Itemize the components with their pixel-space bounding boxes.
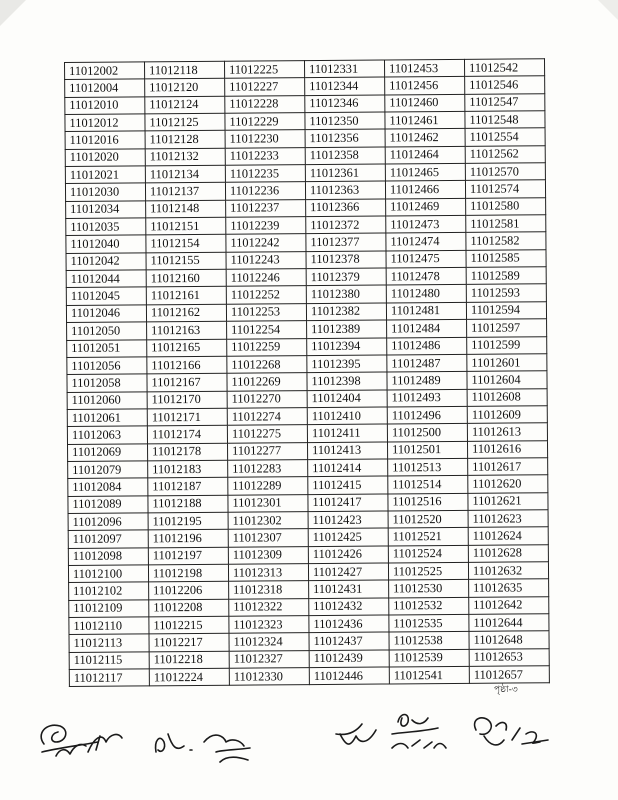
table-cell: 11012004 [65,79,145,97]
table-cell: 11012268 [227,355,307,373]
table-cell: 11012324 [229,633,309,651]
table-cell: 11012236 [225,182,305,200]
table-cell: 11012473 [386,215,466,233]
table-cell: 11012283 [228,460,308,478]
table-cell: 11012058 [67,374,147,392]
table-cell: 11012493 [387,389,467,407]
table-cell: 11012378 [306,251,386,269]
table-cell: 11012016 [65,131,145,149]
table-cell: 11012423 [308,511,388,529]
table-cell: 11012541 [389,666,469,684]
table-cell: 11012274 [227,407,307,425]
table-cell: 11012585 [466,250,546,268]
table-cell: 11012427 [308,563,388,581]
table-cell: 11012098 [68,547,148,565]
table-cell: 11012307 [228,529,308,547]
signature-2 [156,734,250,762]
table-cell: 11012045 [66,287,146,305]
table-cell: 11012109 [69,600,149,618]
table-cell: 11012254 [227,321,307,339]
table-cell: 11012530 [389,580,469,598]
table-cell: 11012030 [65,183,145,201]
table-cell: 11012414 [308,459,388,477]
table-cell: 11012513 [388,458,468,476]
table-cell: 11012501 [387,441,467,459]
table-cell: 11012235 [225,165,305,183]
table-cell: 11012521 [388,528,468,546]
table-cell: 11012546 [465,76,545,94]
table-cell: 11012253 [226,303,306,321]
table-cell: 11012539 [389,649,469,667]
table-cell: 11012524 [388,545,468,563]
table-cell: 11012224 [149,668,229,686]
table-cell: 11012520 [388,510,468,528]
table-cell: 11012174 [147,425,227,443]
table-cell: 11012289 [228,477,308,495]
table-cell: 11012034 [66,201,146,219]
table-cell: 11012161 [146,287,226,305]
table-cell: 11012464 [385,146,465,164]
table-cell: 11012599 [467,336,547,354]
table-cell: 11012623 [468,510,548,528]
table-cell: 11012148 [146,200,226,218]
table-cell: 11012163 [147,321,227,339]
table-cell: 11012608 [467,388,547,406]
table-cell: 11012617 [468,458,548,476]
table-cell: 11012132 [145,148,225,166]
table-cell: 11012379 [306,268,386,286]
table-cell: 11012097 [68,530,148,548]
table-cell: 11012415 [308,476,388,494]
table-cell: 11012621 [468,492,548,510]
table-cell: 11012243 [226,251,306,269]
table-cell: 11012395 [307,355,387,373]
table-row [69,666,549,687]
table-cell: 11012275 [227,425,307,443]
table-cell: 11012460 [385,94,465,112]
table-cell: 11012417 [308,494,388,512]
signature-5 [475,718,548,745]
table-cell: 11012239 [226,217,306,235]
table-cell: 11012582 [466,232,546,250]
table-cell: 11012461 [385,111,465,129]
table-cell: 11012196 [148,530,228,548]
table-cell: 11012061 [67,409,147,427]
table-cell: 11012327 [229,650,309,668]
table-cell: 11012124 [145,96,225,114]
table-cell: 11012330 [229,668,309,686]
table-cell: 11012313 [228,564,308,582]
table-cell: 11012593 [466,284,546,302]
id-list-sheet [64,58,550,687]
table-cell: 11012346 [305,95,385,113]
table-cell: 11012404 [307,390,387,408]
table-cell: 11012269 [227,373,307,391]
table-cell: 11012620 [468,475,548,493]
table-cell: 11012562 [465,145,545,163]
table-cell: 11012102 [69,582,149,600]
table-cell: 11012413 [307,442,387,460]
table-cell: 11012040 [66,235,146,253]
table-cell: 11012242 [226,234,306,252]
table-cell: 11012350 [305,112,385,130]
table-cell: 11012050 [67,322,147,340]
table-cell: 11012580 [466,197,546,215]
table-cell: 11012542 [464,59,544,77]
table-cell: 11012154 [146,235,226,253]
table-cell: 11012137 [145,183,225,201]
table-cell: 11012322 [229,598,309,616]
table-cell: 11012237 [226,199,306,217]
table-cell: 11012318 [229,581,309,599]
table-cell: 11012535 [389,614,469,632]
table-cell: 11012302 [228,512,308,530]
table-cell: 11012233 [225,147,305,165]
table-cell: 11012206 [149,582,229,600]
table-cell: 11012394 [307,337,387,355]
table-cell: 11012096 [68,513,148,531]
table-cell: 11012466 [385,181,465,199]
table-cell: 11012042 [66,253,146,271]
table-cell: 11012358 [305,147,385,165]
table-cell: 11012516 [388,493,468,511]
table-cell: 11012195 [148,512,228,530]
table-cell: 11012229 [225,113,305,131]
table-cell: 11012616 [467,440,547,458]
table-cell: 11012475 [386,250,466,268]
table-cell: 11012118 [145,61,225,79]
table-cell: 11012480 [386,285,466,303]
table-cell: 11012363 [305,181,385,199]
table-cell: 11012609 [467,406,547,424]
table-cell: 11012465 [385,163,465,181]
table-cell: 11012478 [386,267,466,285]
table-cell: 11012160 [146,269,226,287]
table-cell: 11012496 [387,406,467,424]
table-cell: 11012167 [147,373,227,391]
table-cell: 11012208 [149,599,229,617]
table-cell: 11012002 [65,62,145,80]
table-cell: 11012089 [68,495,148,513]
page-fold-corner [0,0,26,26]
table-cell: 11012432 [309,598,389,616]
table-cell: 11012051 [67,339,147,357]
table-cell: 11012079 [68,461,148,479]
table-cell: 11012134 [145,165,225,183]
table-cell: 11012581 [466,215,546,233]
table-cell: 11012021 [65,166,145,184]
table-cell: 11012225 [224,61,304,79]
table-cell: 11012642 [469,596,549,614]
table-cell: 11012484 [387,320,467,338]
table-cell: 11012644 [469,614,549,632]
table-cell: 11012453 [384,59,464,77]
table-cell: 11012069 [68,443,148,461]
table-cell: 11012635 [469,579,549,597]
table-cell: 11012178 [147,443,227,461]
table-cell: 11012554 [465,128,545,146]
table-cell: 11012469 [386,198,466,216]
table-cell: 11012462 [385,129,465,147]
table-cell: 11012060 [67,391,147,409]
table-cell: 11012113 [69,634,149,652]
table-cell: 11012411 [307,424,387,442]
table-cell: 11012228 [225,95,305,113]
table-cell: 11012514 [388,476,468,494]
table-cell: 11012410 [307,407,387,425]
table-cell: 11012589 [466,267,546,285]
table-cell: 11012431 [309,580,389,598]
table-cell: 11012628 [468,544,548,562]
table-cell: 11012110 [69,617,149,635]
table-cell: 11012165 [147,339,227,357]
table-cell: 11012187 [148,477,228,495]
table-cell: 11012425 [308,528,388,546]
table-cell: 11012653 [469,648,549,666]
table-cell: 11012309 [228,546,308,564]
table-cell: 11012380 [306,285,386,303]
table-cell: 11012446 [309,667,389,685]
table-cell: 11012010 [65,97,145,115]
table-cell: 11012197 [148,547,228,565]
table-cell: 11012439 [309,650,389,668]
table-cell: 11012604 [467,371,547,389]
table-cell: 11012481 [386,302,466,320]
page-number: পৃষ্ঠা-৩ [494,685,518,695]
table-cell: 11012601 [467,354,547,372]
signature-4 [392,715,446,749]
signature-3 [336,724,376,744]
table-cell: 11012056 [67,357,147,375]
table-cell: 11012613 [467,423,547,441]
table-cell: 11012657 [469,666,549,684]
table-cell: 11012377 [306,233,386,251]
table-cell: 11012361 [305,164,385,182]
id-number-table [64,58,550,687]
table-cell: 11012331 [304,60,384,78]
table-cell: 11012125 [145,113,225,131]
table-cell: 11012525 [388,562,468,580]
table-cell: 11012398 [307,372,387,390]
table-cell: 11012117 [69,669,149,687]
table-cell: 11012155 [146,252,226,270]
table-cell: 11012246 [226,269,306,287]
table-cell: 11012538 [389,632,469,650]
table-cell: 11012151 [146,217,226,235]
table-cell: 11012382 [306,303,386,321]
table-cell: 11012366 [306,199,386,217]
table-cell: 11012597 [467,319,547,337]
table-cell: 11012044 [66,270,146,288]
table-cell: 11012456 [385,77,465,95]
table-cell: 11012227 [225,78,305,96]
table-cell: 11012120 [145,79,225,97]
table-cell: 11012436 [309,615,389,633]
table-cell: 11012183 [148,460,228,478]
table-cell: 11012170 [147,391,227,409]
table-cell: 11012389 [307,320,387,338]
page-fold-corner-right [598,0,618,20]
table-cell: 11012020 [65,149,145,167]
table-cell: 11012035 [66,218,146,236]
table-cell: 11012437 [309,632,389,650]
table-cell: 11012489 [387,372,467,390]
table-cell: 11012270 [227,390,307,408]
table-cell: 11012171 [147,408,227,426]
table-cell: 11012486 [387,337,467,355]
table-cell: 11012426 [308,546,388,564]
table-cell: 11012188 [148,495,228,513]
table-cell: 11012063 [67,426,147,444]
table-cell: 11012570 [465,163,545,181]
signature-1 [41,725,122,756]
table-cell: 11012323 [229,616,309,634]
table-cell: 11012128 [145,131,225,149]
table-cell: 11012344 [305,77,385,95]
table-cell: 11012648 [469,631,549,649]
table-cell: 11012574 [465,180,545,198]
table-cell: 11012162 [146,304,226,322]
table-cell: 11012372 [306,216,386,234]
table-cell: 11012084 [68,478,148,496]
table-cell: 11012046 [66,305,146,323]
table-cell: 11012548 [465,111,545,129]
signatures-area [0,690,618,800]
table-cell: 11012487 [387,354,467,372]
table-cell: 11012218 [149,651,229,669]
table-cell: 11012547 [465,93,545,111]
table-cell: 11012217 [149,634,229,652]
table-cell: 11012230 [225,130,305,148]
table-cell: 11012632 [468,562,548,580]
table-cell: 11012198 [148,564,228,582]
table-cell: 11012474 [386,233,466,251]
table-cell: 11012259 [227,338,307,356]
table-cell: 11012100 [68,565,148,583]
id-number-table-body [65,59,550,687]
table-cell: 11012012 [65,114,145,132]
table-cell: 11012532 [389,597,469,615]
table-cell: 11012500 [387,424,467,442]
table-cell: 11012215 [149,616,229,634]
table-cell: 11012356 [305,129,385,147]
table-cell: 11012166 [147,356,227,374]
table-cell: 11012301 [228,494,308,512]
table-cell: 11012115 [69,652,149,670]
table-cell: 11012594 [466,302,546,320]
table-cell: 11012277 [227,442,307,460]
table-cell: 11012624 [468,527,548,545]
table-cell: 11012252 [226,286,306,304]
